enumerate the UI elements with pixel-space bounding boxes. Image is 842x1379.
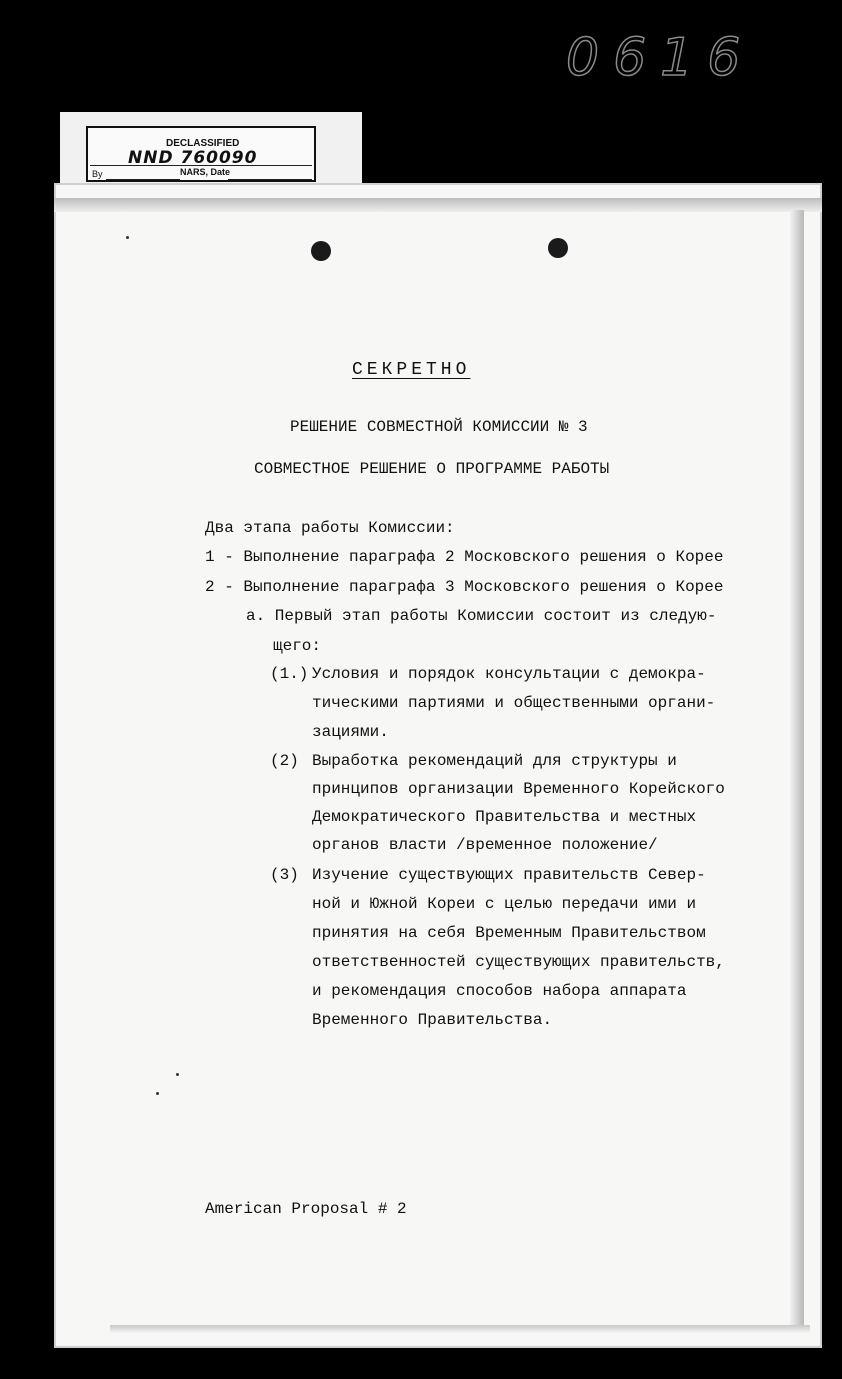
intro-line: Два этапа работы Комиссии: <box>205 519 455 537</box>
declassified-label: DECLASSIFIED <box>166 138 240 149</box>
item-number: (2) <box>270 752 299 770</box>
stage-line-2: 2 - Выполнение параграфа 3 Московского решения о Корее <box>205 578 724 596</box>
scan-speck <box>156 1092 159 1095</box>
first-stage-line: а. Первый этап работы Комиссии состоит из следую- <box>246 607 717 625</box>
scan-speck <box>176 1073 179 1076</box>
item-line: Изучение существующих правительств Север- <box>312 866 706 884</box>
item-line: зациями. <box>312 723 389 741</box>
item-line: Условия и порядок консультации с демокра- <box>312 665 706 683</box>
punch-hole-right <box>548 238 568 258</box>
first-stage-line: щего: <box>273 637 322 655</box>
page-edge-shadow-right <box>790 210 804 1330</box>
page-edge-shadow-bottom <box>110 1325 810 1333</box>
declassification-authority: NND 760090 <box>128 148 258 168</box>
classification-heading: СЕКРЕТНО <box>352 360 471 380</box>
item-line: органов власти /временное положение/ <box>312 836 658 854</box>
item-line: ответственностей существующих правительств, <box>312 953 725 971</box>
footer-proposal-label: American Proposal # 2 <box>205 1200 407 1218</box>
decision-title: РЕШЕНИЕ СОВМЕСТНОЙ КОМИССИИ № 3 <box>290 418 588 436</box>
document-subtitle: СОВМЕСТНОЕ РЕШЕНИЕ О ПРОГРАММЕ РАБОТЫ <box>254 460 610 478</box>
date-line <box>228 179 312 180</box>
item-line: ной и Южной Кореи с целью передачи ими и <box>312 895 697 913</box>
scan-speck <box>126 236 129 239</box>
declassification-stamp <box>86 126 316 182</box>
punch-hole-left <box>311 241 331 261</box>
item-line: Демократического Правительства и местных <box>312 808 697 826</box>
page-edge-shadow-top <box>54 198 822 212</box>
item-line: Выработка рекомендаций для структуры и <box>312 752 677 770</box>
nars-date-label: NARS, Date <box>180 167 231 177</box>
item-line: и рекомендация способов набора аппарата <box>312 982 687 1000</box>
item-line: принципов организации Временного Корейского <box>312 780 725 798</box>
item-number: (1.) <box>270 665 309 683</box>
microfilm-frame-number: 0616 <box>566 28 755 88</box>
stamp-divider <box>90 165 312 166</box>
item-line: тическими партиями и общественными органи- <box>312 694 716 712</box>
item-number: (3) <box>270 866 299 884</box>
by-signature-line <box>106 179 180 180</box>
by-label: By <box>92 169 103 179</box>
item-line: Временного Правительства. <box>312 1011 553 1029</box>
item-line: принятия на себя Временным Правительством <box>312 924 706 942</box>
stage-line-1: 1 - Выполнение параграфа 2 Московского решения о Корее <box>205 548 724 566</box>
